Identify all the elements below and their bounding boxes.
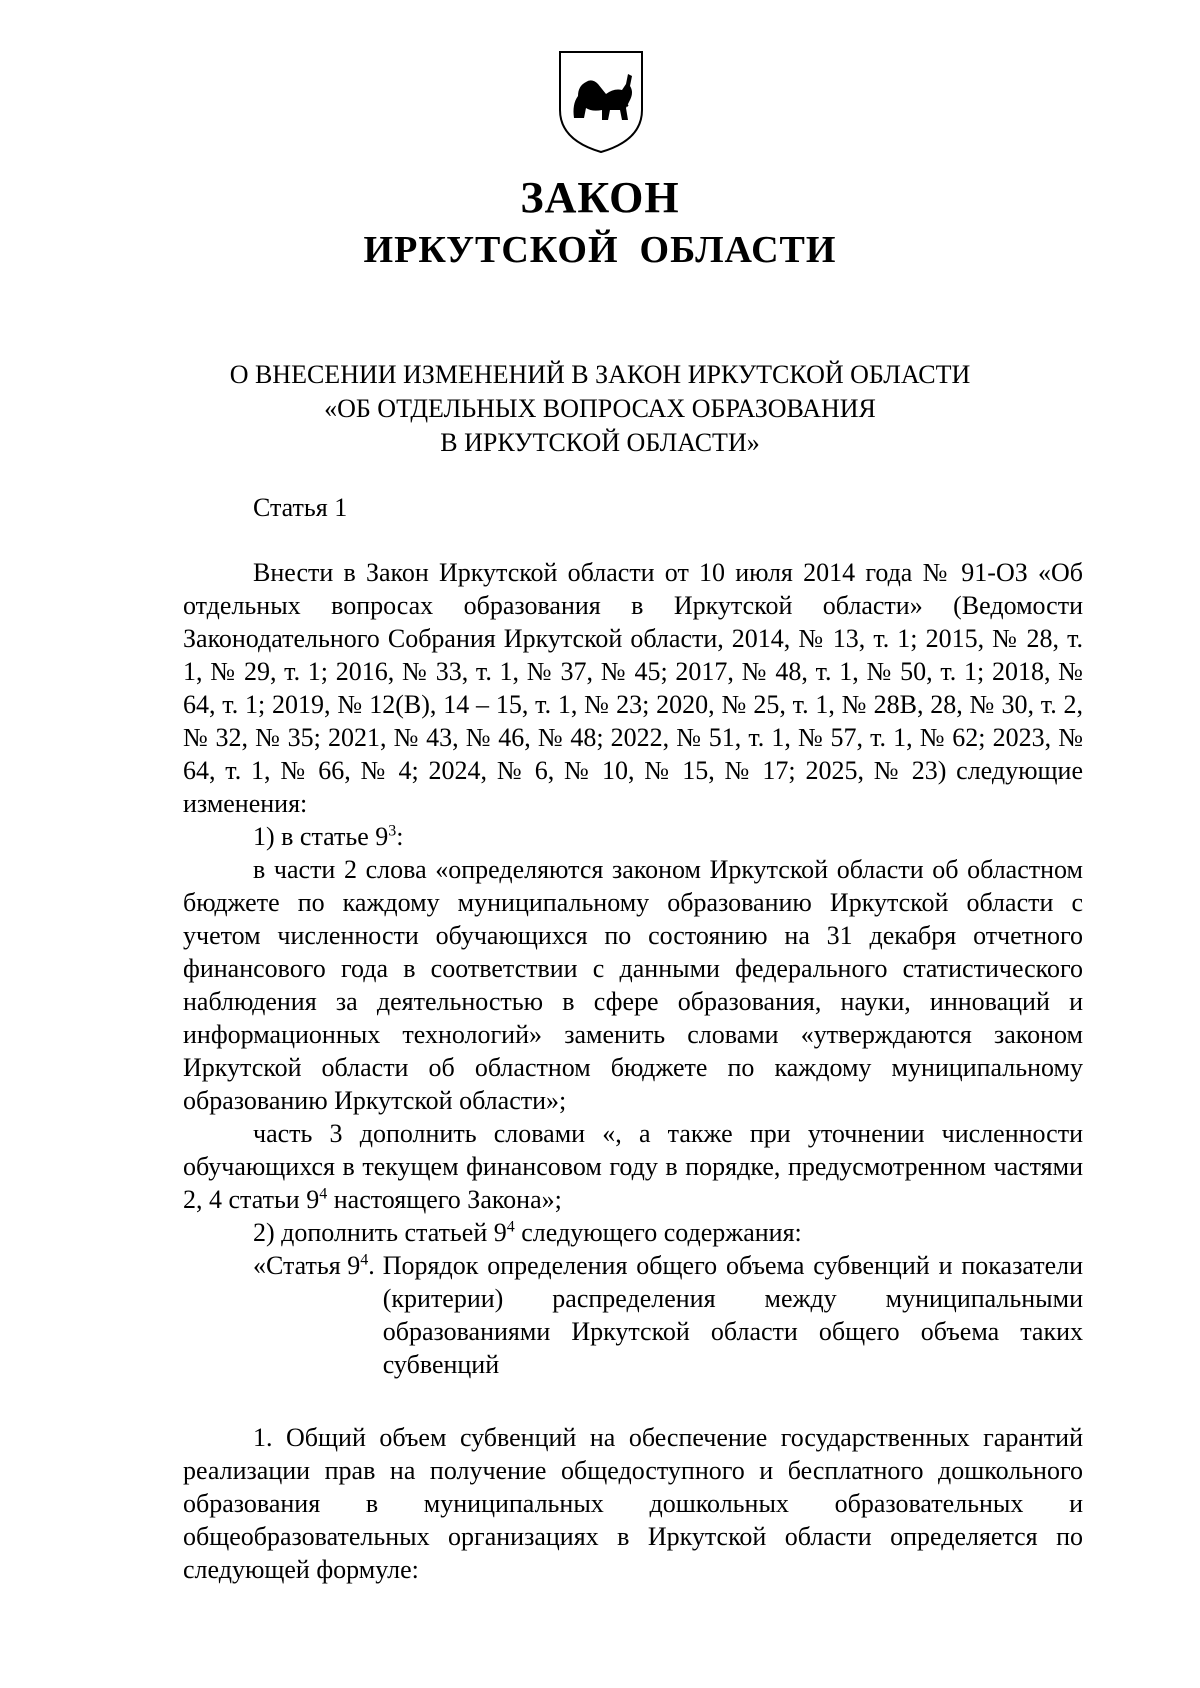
law-body [183, 556, 1083, 1586]
subtitle-line: В ИРКУТСКОЙ ОБЛАСТИ» [440, 428, 760, 457]
new-article-label: «Статья 9 [253, 1251, 361, 1280]
item-1-part-3 [183, 1117, 1083, 1216]
law-title: ЗАКОН [520, 173, 680, 222]
superscript: 4 [506, 1218, 515, 1236]
item-1-part-3-text: часть 3 дополнить словами «, а также при уточнении численности обучающихся в текущем финансовом году в порядке, предусмотренном частями 2, 4 статьи 9 [183, 1119, 1083, 1214]
item-1-text: 1) в статье 9 [253, 822, 389, 851]
item-1-part-2: в части 2 слова «определяются законом Иркутской области об областном бюджете по каждому муниципальному образованию Иркутской области с учетом численности обучающихся по состоянию на 31 декабря отчетного финансового года в соответствии с данными федерального статистического наблюдения за деятельностью в сфере образования, науки, инноваций и информационных технологий» заменить словами «утверждаются законом Иркутской области об областном бюджете по каждому муниципальному образованию Иркутской области»; [183, 855, 1083, 1115]
superscript: 4 [319, 1185, 328, 1203]
article-label: Статья 1 [253, 493, 348, 522]
new-article-heading [183, 1249, 1083, 1381]
new-article-number [183, 1249, 375, 1381]
superscript: 3 [388, 822, 397, 840]
item-2 [183, 1216, 1083, 1249]
subtitle-line: О ВНЕСЕНИИ ИЗМЕНЕНИЙ В ЗАКОН ИРКУТСКОЙ ОБЛАСТИ [229, 360, 971, 389]
item-2-text: 2) дополнить статьей 9 [253, 1218, 507, 1247]
item-1-part-3-end: настоящего Закона»; [327, 1185, 562, 1214]
intro-paragraph: Внести в Закон Иркутской области от 10 июля 2014 года № 91-ОЗ «Об отдельных вопросах образования в Иркутской области» (Ведомости Законодательного Собрания Иркутской области, 2014, № 13, т. 1; 2015, № 28, т. 1, № 29, т. 1; 2016, № 33, т. 1, № 37, № 45; 2017, № 48, т. 1, № 50, т. 1; 2018, № 64, т. 1; 2019, № 12(В), 14 – 15, т. 1, № 23; 2020, № 25, т. 1, № 28В, 28, № 30, т. 2, № 32, № 35; 2021, № 43, № 46, № 48; 2022, № 51, т. 1, № 57, т. 1, № 62; 2023, № 64, т. 1, № 66, № 4; 2024, № 6, № 10, № 15, № 17; 2025, № 23) следующие изменения: [183, 558, 1083, 818]
superscript: 4 [360, 1251, 369, 1269]
item-1-colon: : [396, 822, 404, 851]
point-1-paragraph: 1. Общий объем субвенций на обеспечение государственных гарантий реализации прав на получение общедоступного и бесплатного дошкольного образования в муниципальных дошкольных образовательных и общеобразовательных организациях в Иркутской области определяется по следующей формуле: [183, 1423, 1083, 1584]
region-title: ИРКУТСКОЙ ОБЛАСТИ [363, 229, 837, 271]
irkutsk-babr-coat-of-arms-icon [556, 48, 646, 156]
coat-of-arms [556, 48, 646, 156]
new-article-dot: . [368, 1251, 375, 1280]
new-article-title: Порядок определения общего объема субвенций и показатели (критерии) распределения между муниципальными образованиями Иркутской области общего объема таких субвенций [382, 1251, 1083, 1379]
law-subtitle [0, 358, 1200, 460]
item-2-end: следующего содержания: [514, 1218, 802, 1247]
item-1 [183, 820, 1083, 853]
subtitle-line: «ОБ ОТДЕЛЬНЫХ ВОПРОСАХ ОБРАЗОВАНИЯ [324, 394, 876, 423]
